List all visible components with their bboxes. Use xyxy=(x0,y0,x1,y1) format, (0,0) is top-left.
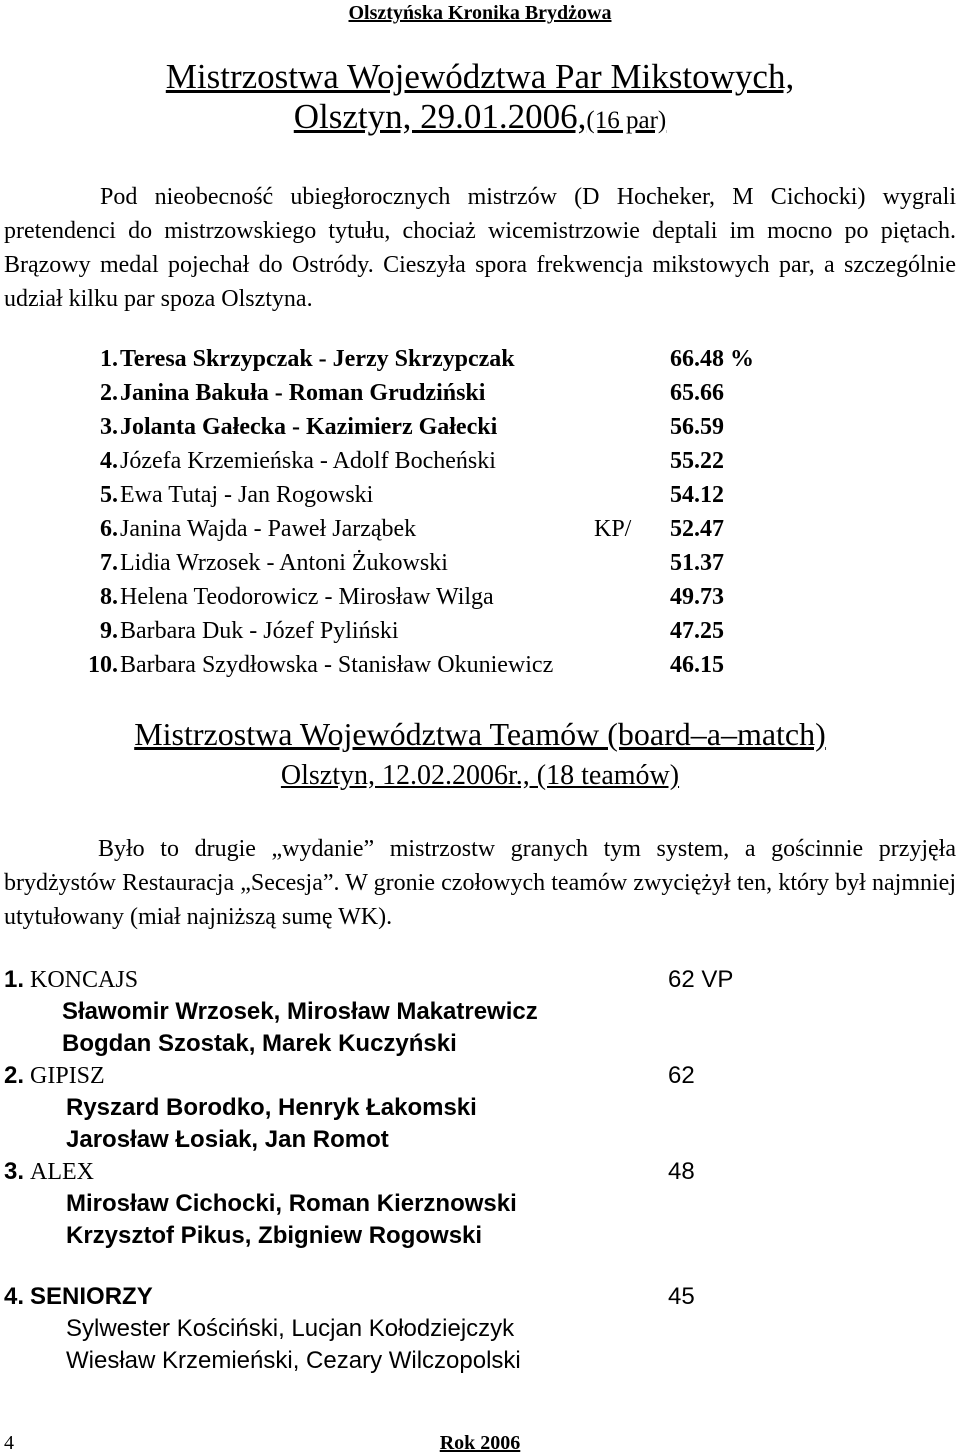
result-pair: Helena Teodorowicz - Mirosław Wilga xyxy=(120,584,494,610)
result-rank: 7. xyxy=(100,550,118,576)
result-score: 52.47 xyxy=(670,516,724,542)
team-vp: 62 xyxy=(668,1062,695,1089)
section2-paragraph-text: Było to drugie „wydanie” mistrzostw granych tym system, a gościnnie przyjęła brydżystów Restauracja „Secesja”. W gronie czołowych teamów zwyciężył ten, który był najmniej utytułowany (miał najniższą sumę WK). xyxy=(4,836,956,930)
team-row xyxy=(4,964,138,996)
result-rank: 2. xyxy=(100,380,118,406)
result-score: 47.25 xyxy=(670,618,724,644)
team-vp: 62 VP xyxy=(668,966,734,993)
result-pair: Janina Wajda - Paweł Jarząbek xyxy=(120,516,417,542)
result-score: 56.59 xyxy=(670,414,724,440)
result-pair: Józefa Krzemieńska - Adolf Bocheński xyxy=(120,448,496,474)
result-pair: Janina Bakuła - Roman Grudziński xyxy=(120,380,486,406)
result-row xyxy=(74,410,834,444)
result-rank: 8. xyxy=(100,584,118,610)
result-row xyxy=(74,342,834,376)
result-row xyxy=(74,478,834,512)
result-rank: 4. xyxy=(100,448,118,474)
section2-paragraph xyxy=(4,832,956,934)
result-rank: 6. xyxy=(100,516,118,542)
team-rank: 3. xyxy=(4,1158,25,1185)
result-row xyxy=(74,444,834,478)
team-name: ALEX xyxy=(30,1159,94,1185)
result-rank: 9. xyxy=(100,618,118,644)
result-row xyxy=(74,512,834,546)
section2-title: Mistrzostwa Województwa Teamów (board–a–match) xyxy=(134,716,826,752)
publication-header: Olsztyńska Kronika Brydżowa xyxy=(348,2,612,24)
team-rank: 1. xyxy=(4,966,25,993)
team-members: Jarosław Łosiak, Jan Romot xyxy=(66,1126,389,1153)
result-pair: Barbara Duk - Józef Pyliński xyxy=(120,618,399,644)
section1-subtitle-main: Olsztyn, 29.01.2006, xyxy=(293,97,587,136)
result-pair: Jolanta Gałecka - Kazimierz Gałecki xyxy=(120,414,498,440)
team-members: Mirosław Cichocki, Roman Kierznowski xyxy=(66,1190,517,1217)
result-row xyxy=(74,580,834,614)
section1-subtitle xyxy=(0,98,960,140)
section2-subtitle: Olsztyn, 12.02.2006r., (18 teamów) xyxy=(280,760,680,791)
result-pair: Barbara Szydłowska - Stanisław Okuniewicz xyxy=(120,652,554,678)
team-name: GIPISZ xyxy=(30,1063,105,1089)
result-score: 54.12 xyxy=(670,482,724,508)
result-pair: Lidia Wrzosek - Antoni Żukowski xyxy=(120,550,448,576)
result-score: 65.66 xyxy=(670,380,724,406)
section1-paragraph-text: Pod nieobecność ubiegłorocznych mistrzów (D Hocheker, M Cichocki) wygrali pretendenci do mistrzowskiego tytułu, chociaż wicemistrzowie deptali im mocno po piętach. Brązowy medal pojechał do Ostródy. Cieszyła spora frekwencja mikstowych par, a szczególnie udział kilku par spoza Olsztyna. xyxy=(4,184,956,312)
result-row xyxy=(74,648,834,682)
team-members: Ryszard Borodko, Henryk Łakomski xyxy=(66,1094,477,1121)
team-members: Krzysztof Pikus, Zbigniew Rogowski xyxy=(66,1222,483,1249)
page-number: 4 xyxy=(4,1432,14,1454)
result-row xyxy=(74,614,834,648)
result-score: 49.73 xyxy=(670,584,724,610)
team-row xyxy=(4,1060,105,1092)
result-pair: Ewa Tutaj - Jan Rogowski xyxy=(120,482,374,508)
result-rank: 5. xyxy=(100,482,118,508)
team-members: Wiesław Krzemieński, Cezary Wilczopolski xyxy=(66,1347,521,1374)
result-score: 55.22 xyxy=(670,448,724,474)
result-score: 46.15 xyxy=(670,652,724,678)
team-vp: 48 xyxy=(668,1158,695,1185)
result-rank: 1. xyxy=(100,346,118,372)
team-vp: 45 xyxy=(668,1283,695,1310)
team-name: KONCAJS xyxy=(30,967,139,993)
team-row xyxy=(4,1156,94,1188)
result-extra: KP/ xyxy=(594,516,632,542)
team-name: SENIORZY xyxy=(30,1283,153,1310)
team-members: Sylwester Kościński, Lucjan Kołodziejczyk xyxy=(66,1315,515,1342)
result-rank: 10. xyxy=(88,652,118,678)
result-row xyxy=(74,546,834,580)
result-row xyxy=(74,376,834,410)
team-rank: 2. xyxy=(4,1062,25,1089)
result-score: 51.37 xyxy=(670,550,724,576)
section1-paragraph xyxy=(4,180,956,316)
team-members: Bogdan Szostak, Marek Kuczyński xyxy=(62,1030,457,1057)
result-rank: 3. xyxy=(100,414,118,440)
team-members: Sławomir Wrzosek, Mirosław Makatrewicz xyxy=(62,998,538,1025)
result-score: 66.48 % xyxy=(670,346,754,372)
section1-subtitle-pairs: (16 par) xyxy=(586,107,667,134)
result-pair: Teresa Skrzypczak - Jerzy Skrzypczak xyxy=(120,346,515,372)
team-rank: 4. xyxy=(4,1283,25,1310)
team-row xyxy=(4,1281,153,1313)
section1-title: Mistrzostwa Województwa Par Mikstowych, xyxy=(165,57,795,96)
footer-year: Rok 2006 xyxy=(439,1432,521,1454)
